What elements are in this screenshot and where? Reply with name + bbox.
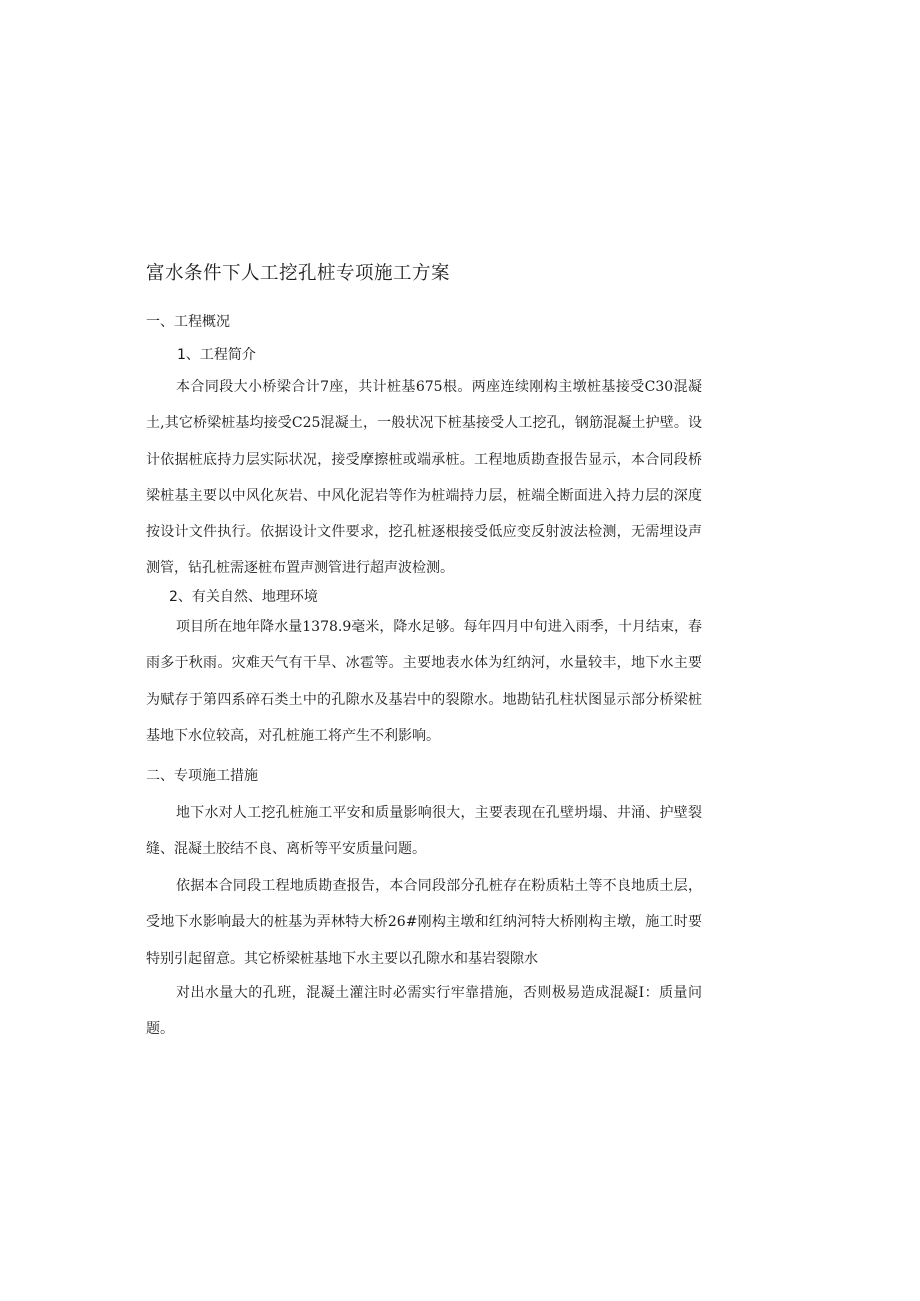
paragraph-measures-2: 依据本合同段工程地质勘查报告，本合同段部分孔桩存在粉质粘土等不良地质土层，受地下水影响最大的桩基为弄林特大桥26#刚构主墩和红纳河特大桥刚构主墩，施工时要特别引起留意。其它桥梁桩基地下水主要以孔隙水和基岩裂隙水 <box>146 878 702 967</box>
section-heading-overview: 一、工程概况 <box>146 314 230 330</box>
document-title: 富水条件下人工挖孔桩专项施工方案 <box>146 263 451 284</box>
subsection-heading-intro: 1、工程简介 <box>177 347 256 363</box>
paragraph-environment: 项目所在地年降水量1378.9毫米，降水足够。每年四月中旬进入雨季，十月结束，春雨多于秋雨。灾难天气有干旱、冰雹等。主要地表水体为红纳河，水量较丰，地下水主要为赋存于第四系碎石类土中的孔隙水及基岩中的裂隙水。地勘钻孔柱状图显示部分桥梁桩基地下水位较高，对孔桩施工将产生不利影响。 <box>146 619 702 744</box>
section-heading-measures: 二、专项施工措施 <box>146 768 258 784</box>
subsection-heading-environment: 2、有关自然、地理环境 <box>169 589 318 605</box>
paragraph-project-intro: 本合同段大小桥梁合计7座，共计桩基675根。两座连续刚构主墩桩基接受C30混凝土,其它桥梁桩基均接受C25混凝土，一般状况下桩基接受人工挖孔，钢筋混凝土护壁。设计依据桩底持力层实际状况，接受摩擦桩或端承桩。工程地质勘查报告显示，本合同段桥梁桩基主要以中风化灰岩、中风化泥岩等作为桩端持力层，桩端全断面进入持力层的深度按设计文件执行。依据设计文件要求，挖孔桩逐根接受低应变反射波法检测，无需埋设声测管，钻孔桩需逐桩布置声测管进行超声波检测。 <box>146 379 702 577</box>
paragraph-measures-1: 地下水对人工挖孔桩施工平安和质量影响很大，主要表现在孔壁坍塌、井涌、护壁裂缝、混凝土胶结不良、离析等平安质量问题。 <box>146 805 702 858</box>
paragraph-measures-3: 对出水量大的孔班，混凝土灌注时必需实行牢靠措施，否则极易造成混凝I：质量问题。 <box>146 985 702 1038</box>
